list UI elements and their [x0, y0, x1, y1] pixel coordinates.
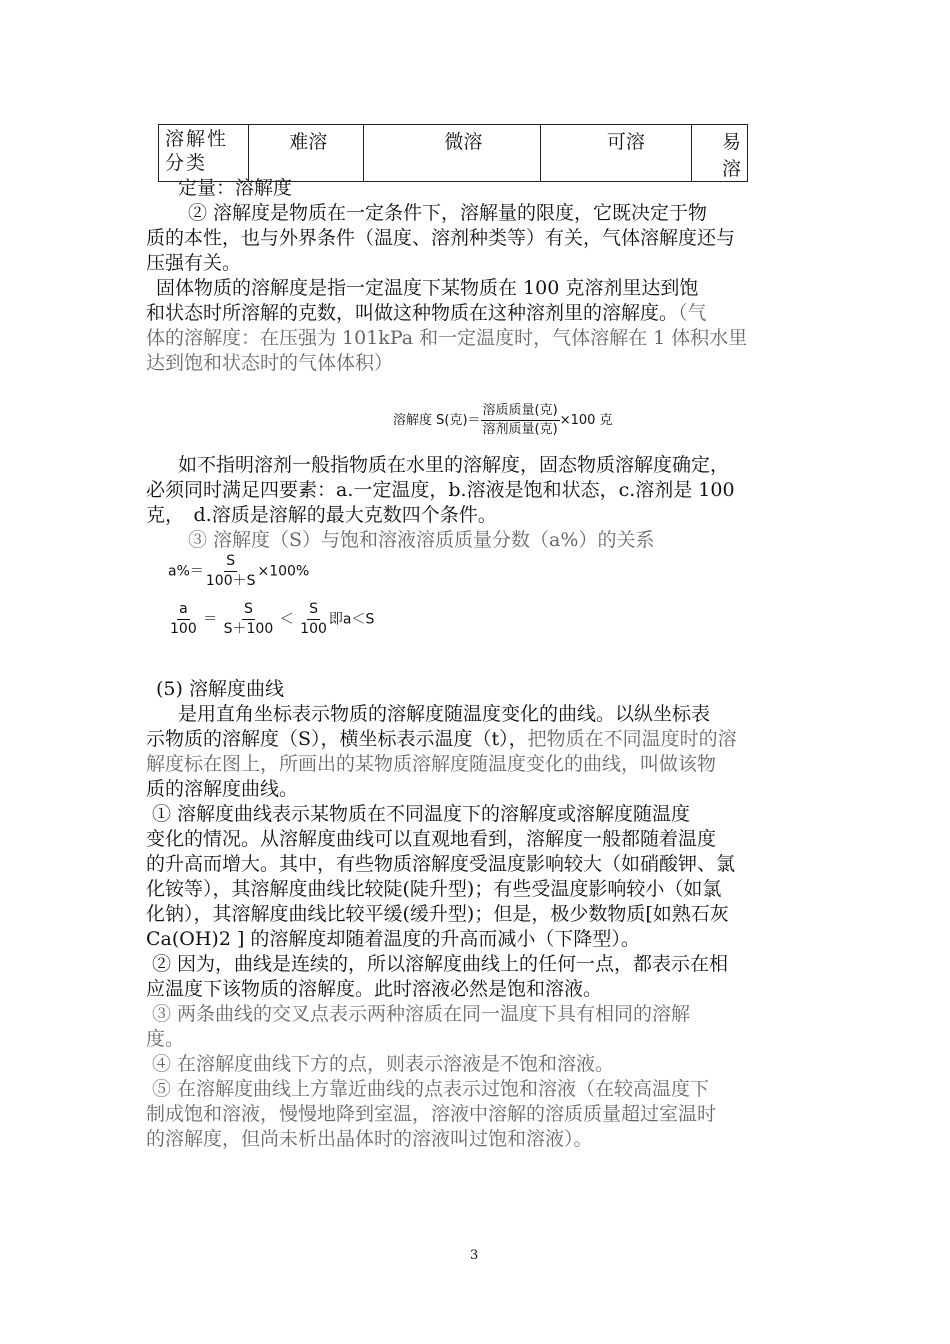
paragraph-line: ② 因为，曲线是连续的，所以溶解度曲线上的任何一点，都表示在相 [152, 953, 729, 975]
paragraph-line: ① 溶解度曲线表示某物质在不同温度下的溶解度或溶解度随温度 [152, 803, 691, 825]
table-cell-soluble: 可溶 [540, 125, 691, 182]
table-cell-easily-soluble: 易溶 [691, 125, 747, 182]
paragraph-line: 应温度下该物质的溶解度。此时溶液必然是饱和溶液。 [146, 978, 603, 1000]
inequality-formula: $\frac{a}{100}$ ＝ $\frac{S}{S+100}$ ＜ $\frac{S}{100}$ 即a＜S [170, 601, 375, 637]
section-heading-solubility-curve: (5) 溶解度曲线 [156, 678, 284, 700]
paragraph-line: 克， d.溶质是溶解的最大克数四个条件。 [146, 504, 497, 526]
paragraph-line: 体的溶解度：在压强为 101kPa 和一定温度时，气体溶解在 1 体积水里 [146, 327, 748, 349]
paragraph-line: 解度标在图上，所画出的某物质溶解度随温度变化的曲线，叫做该物 [146, 753, 717, 775]
table-cell-insoluble: 难溶 [249, 125, 364, 182]
paragraph-line: ③ 两条曲线的交叉点表示两种溶质在同一温度下具有相同的溶解 [152, 1003, 691, 1025]
solubility-class-table [158, 124, 748, 182]
paragraph-line: 化铵等），其溶解度曲线比较陡(陡升型)；有些受温度影响较小（如氯 [146, 878, 722, 900]
paragraph-line: ③ 溶解度（S）与饱和溶液溶质质量分数（a%）的关系 [188, 529, 655, 551]
paragraph-line: ④ 在溶解度曲线下方的点，则表示溶液是不饱和溶液。 [152, 1053, 615, 1075]
paragraph-line: 变化的情况。从溶解度曲线可以直观地看到，溶解度一般都随着温度 [146, 828, 717, 850]
paragraph-line: 和状态时所溶解的克数，叫做这种物质在这种溶剂里的溶解度。（气 [146, 302, 707, 324]
paragraph-line: 固体物质的溶解度是指一定温度下某物质在 100 克溶剂里达到饱 [156, 277, 699, 299]
mass-fraction-formula: a%＝ $\frac{S}{100+S}$ ×100% [168, 553, 310, 589]
paragraph-line: 质的本性，也与外界条件（温度、溶剂种类等）有关，气体溶解度还与 [146, 227, 736, 249]
paragraph-line: 的溶解度，但尚未析出晶体时的溶液叫过饱和溶液）。 [146, 1128, 593, 1150]
paragraph-line: 的升高而增大。其中，有些物质溶解度受温度影响较大（如硝酸钾、氯 [146, 853, 736, 875]
paragraph-line: 如不指明溶剂一般指物质在水里的溶解度，固态物质溶解度确定， [178, 454, 730, 476]
paragraph-line: 度。 [146, 1028, 185, 1050]
paragraph-line: ⑤ 在溶解度曲线上方靠近曲线的点表示过饱和溶液（在较高温度下 [152, 1078, 710, 1100]
table-header-cell: 溶解性分类 [159, 125, 249, 182]
paragraph-line: 压强有关。 [146, 252, 242, 274]
solubility-formula: 溶解度 S(克)＝ $\frac{\text{溶质质量(克)}}{\text{溶剂质量(克)}}$ ×100 克 [393, 403, 613, 437]
paragraph-line: ② 溶解度是物质在一定条件下，溶解量的限度，它既决定于物 [188, 202, 708, 224]
paragraph-line: Ca(OH)2 ] 的溶解度却随着温度的升高而减小（下降型）。 [146, 928, 640, 950]
paragraph-line: 达到饱和状态时的气体体积） [146, 352, 394, 374]
paragraph-line: 示物质的溶解度（S），横坐标表示温度（t），把物质在不同温度时的溶 [146, 728, 737, 750]
table-cell-slightly-soluble: 微溶 [364, 125, 540, 182]
paragraph-line: 质的溶解度曲线。 [146, 778, 299, 800]
section-quantitative: 定量：溶解度 [178, 177, 293, 199]
page-number: 3 [470, 1248, 479, 1263]
paragraph-line: 是用直角坐标表示物质的溶解度随温度变化的曲线。以纵坐标表 [178, 703, 711, 725]
paragraph-line: 化钠），其溶解度曲线比较平缓(缓升型)；但是，极少数物质[如熟石灰 [146, 903, 729, 925]
table-row [159, 125, 748, 182]
paragraph-line: 必须同时满足四要素：a.一定温度，b.溶液是饱和状态，c.溶剂是 100 [146, 479, 735, 501]
paragraph-line: 制成饱和溶液，慢慢地降到室温，溶液中溶解的溶质质量超过室温时 [146, 1103, 717, 1125]
